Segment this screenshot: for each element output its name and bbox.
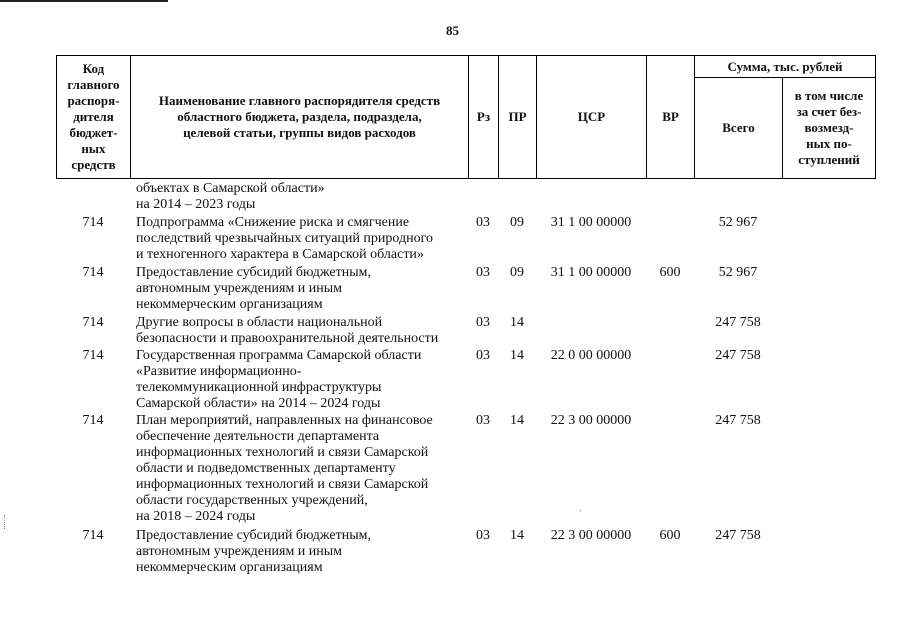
header-sum: Сумма, тыс. рублей [727,58,843,74]
row-csr: 22 0 00 00000 [550,348,632,363]
row-name-line: информационных технологий и связи Самарской [136,477,429,492]
scan-speck [580,510,581,511]
row-csr: 31 1 00 00000 [550,215,632,230]
header-name-line: целевой статьи, группы видов расходов [183,125,416,140]
row-name [136,528,468,576]
row-name-line: объектах в Самарской области» [136,181,325,196]
row-vr: 600 [659,528,681,543]
row-total: 52 967 [718,215,758,230]
row-name-line: на 2018 – 2024 годы [136,509,256,524]
row-csr: 31 1 00 00000 [550,265,632,280]
row-code: 714 [82,348,104,363]
header-rz: Рз [476,109,491,124]
table-header [56,55,876,179]
row-name-line: обеспечение деятельности департамента [136,429,380,444]
row-name-line: последствий чрезвычайных ситуаций природного [136,231,433,246]
row-code: 714 [82,528,104,543]
row-name-line: и техногенного характера в Самарской области» [136,247,424,262]
page-number: 85 [446,23,459,38]
row-name-line: безопасности и правоохранительной деятельности [136,331,439,346]
row-rz: 03 [476,265,490,280]
header-pr: ПР [508,109,527,124]
row-rz: 03 [476,528,490,543]
row-pr: 09 [510,215,524,230]
row-code: 714 [82,215,104,230]
header-total: Всего [722,120,755,135]
row-total: 247 758 [715,413,761,428]
row-pr: 14 [510,528,524,543]
header-code-line: распоря- [67,93,120,108]
row-name-line: Подпрограмма «Снижение риска и смягчение [136,215,410,230]
row-name-line: телекоммуникационной инфраструктуры [136,380,382,395]
header-incl-line: ступлений [798,152,860,167]
row-total: 247 758 [715,315,761,330]
top-border-line [0,0,168,2]
row-name-line: Самарской области» на 2014 – 2024 годы [136,396,381,411]
row-csr: 22 3 00 00000 [550,413,632,428]
row-name-line: Предоставление субсидий бюджетным, [136,528,372,543]
row-code: 714 [82,413,104,428]
row-code: 714 [82,265,104,280]
header-name-line: областного бюджета, раздела, подраздела, [177,109,422,124]
row-rz: 03 [476,413,490,428]
row-pr: 14 [510,413,524,428]
header-incl-line: возмезд- [804,120,854,135]
header-incl-line: в том числе [794,88,864,103]
row-total: 247 758 [715,348,761,363]
header-csr: ЦСР [577,109,606,124]
row-name-line: «Развитие информационно- [136,364,302,379]
header-name-line: Наименование главного распорядителя средств [158,93,441,108]
header-code-line: средств [71,157,116,172]
row-name-line: План мероприятий, направленных на финансовое [136,413,433,428]
row-pr: 14 [510,315,524,330]
header-code-line: главного [67,77,120,92]
row-name-line: информационных технологий и связи Самарской [136,445,429,460]
row-name [136,348,468,412]
header-code-line: ных [81,141,106,156]
header-border-bottom [56,178,876,179]
header-border-right [875,55,876,179]
row-name-line: на 2014 – 2023 годы [136,197,256,212]
row-vr: 600 [659,265,681,280]
row-pr: 09 [510,265,524,280]
row-name [136,315,468,347]
row-rz: 03 [476,215,490,230]
row-pr: 14 [510,348,524,363]
row-total: 247 758 [715,528,761,543]
row-name [136,215,468,263]
row-name-line: некоммерческим организациям [136,560,323,575]
row-name-line: области государственных учреждений, [136,493,368,508]
row-rz: 03 [476,348,490,363]
row-rz: 03 [476,315,490,330]
header-code-line: Код [82,61,105,76]
row-name-line: области и подведомственных департаменту [136,461,396,476]
row-name-line: автономным учреждениям и иным [136,281,343,296]
header-code-line: бюджет- [69,125,118,140]
row-name [136,265,468,313]
row-name-line: Предоставление субсидий бюджетным, [136,265,372,280]
row-csr: 22 3 00 00000 [550,528,632,543]
row-name-line: автономным учреждениям и иным [136,544,343,559]
row-code: 714 [82,315,104,330]
header-vr: ВР [662,109,679,124]
header-code [57,56,130,178]
row-total: 52 967 [718,265,758,280]
header-incl [783,78,875,178]
row-name-line: Другие вопросы в области национальной [136,315,383,330]
row-name-line: Государственная программа Самарской области [136,348,422,363]
header-incl-line: ных по- [806,136,852,151]
header-name [131,56,468,178]
header-code-line: дителя [73,109,114,124]
row-name [136,413,468,525]
scan-artifact [4,515,7,529]
row-name [136,181,468,213]
row-name-line: некоммерческим организациям [136,297,323,312]
header-incl-line: за счет без- [796,104,862,119]
